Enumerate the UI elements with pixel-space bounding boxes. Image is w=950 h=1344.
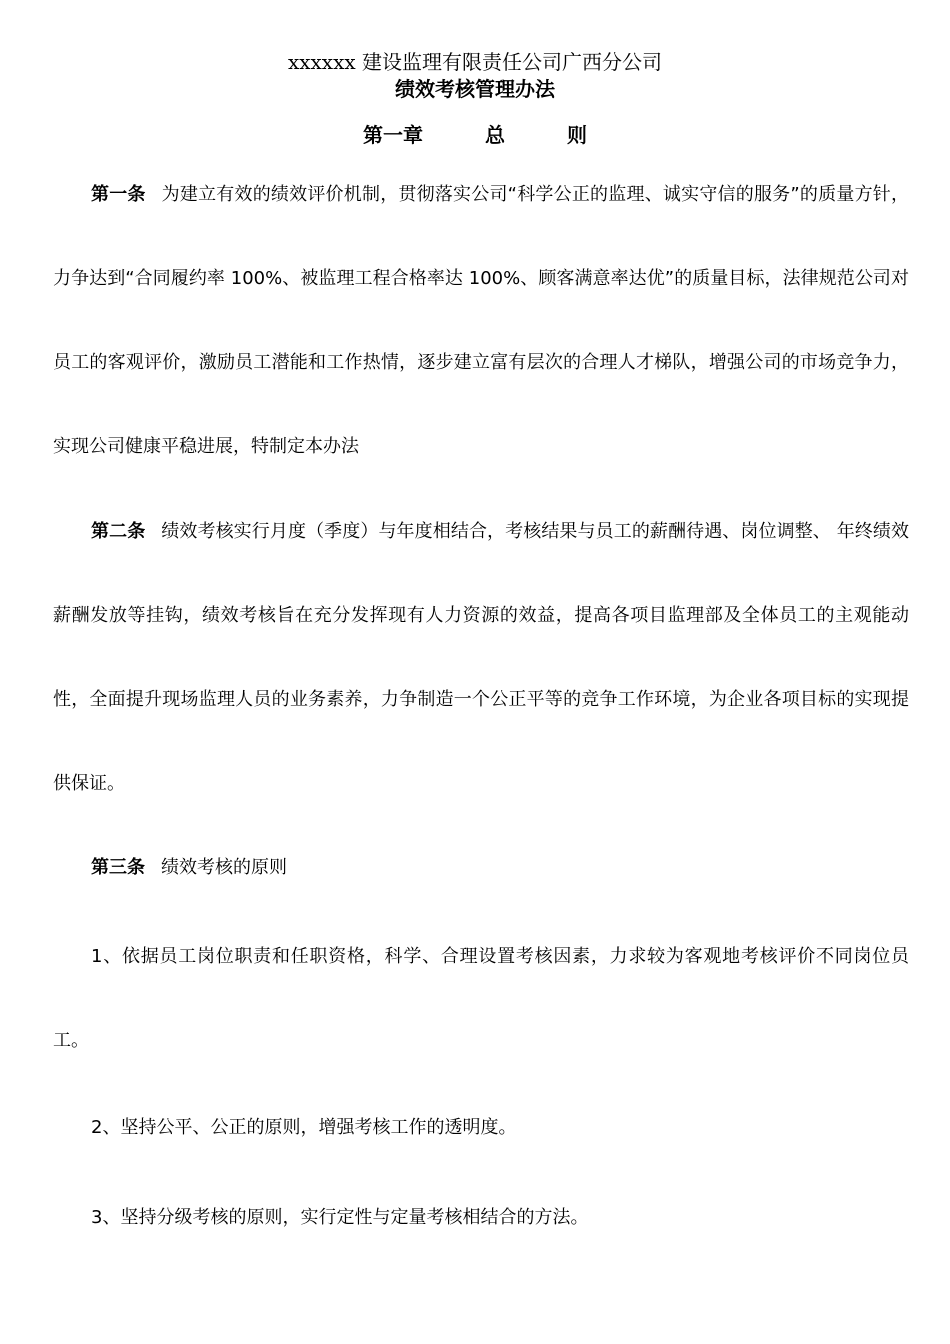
- article-2-text: 绩效考核实行月度（季度）与年度相结合，考核结果与员工的薪酬待遇、岗位调整、 年终绩效薪酬发放等挂钩，绩效考核旨在充分发挥现有人力资源的效益，提高各项目监理部及全体员工的主观能动性，全面提升现场监理人员的业务素养，力争制造一个公正平等的竞争工作环境，为企业各项目标的实现提供保证。: [53, 521, 910, 794]
- article-1: [53, 153, 909, 489]
- document-title: 绩效考核管理办法: [395, 77, 555, 101]
- principle-item-3: 3、坚持分级考核的原则，实行定性与定量考核相结合的方法。: [91, 1207, 589, 1228]
- article-1-label: 第一条: [91, 184, 146, 205]
- article-3: [53, 826, 909, 910]
- chapter-name-part1: 总: [485, 123, 505, 147]
- article-3-text: 绩效考核的原则: [161, 857, 287, 878]
- article-3-label: 第三条: [91, 857, 145, 878]
- chapter-heading: [0, 120, 950, 150]
- article-2: [53, 490, 909, 826]
- chapter-number: 第一章: [363, 123, 423, 147]
- company-name: xxxxxx 建设监理有限责任公司广西分公司: [287, 50, 663, 74]
- article-2-label: 第二条: [91, 521, 146, 542]
- chapter-name-part2: 则: [567, 123, 587, 147]
- article-1-text: 为建立有效的绩效评价机制，贯彻落实公司“科学公正的监理、诚实守信的服务”的质量方针，力争达到“合同履约率 100%、被监理工程合格率达 100%、顾客满意率达优”的质量目标，法律规范公司对员工的客观评价，激励员工潜能和工作热情，逐步建立富有层次的合理人才梯队，增强公司的市场竞争力，实现公司健康平稳进展，特制定本办法: [53, 184, 909, 457]
- principle-item-2: 2、坚持公平、公正的原则，增强考核工作的透明度。: [91, 1117, 517, 1138]
- principle-item-1: 1、依据员工岗位职责和任职资格，科学、合理设置考核因素，力求较为客观地考核评价不同岗位员工。: [53, 946, 909, 1051]
